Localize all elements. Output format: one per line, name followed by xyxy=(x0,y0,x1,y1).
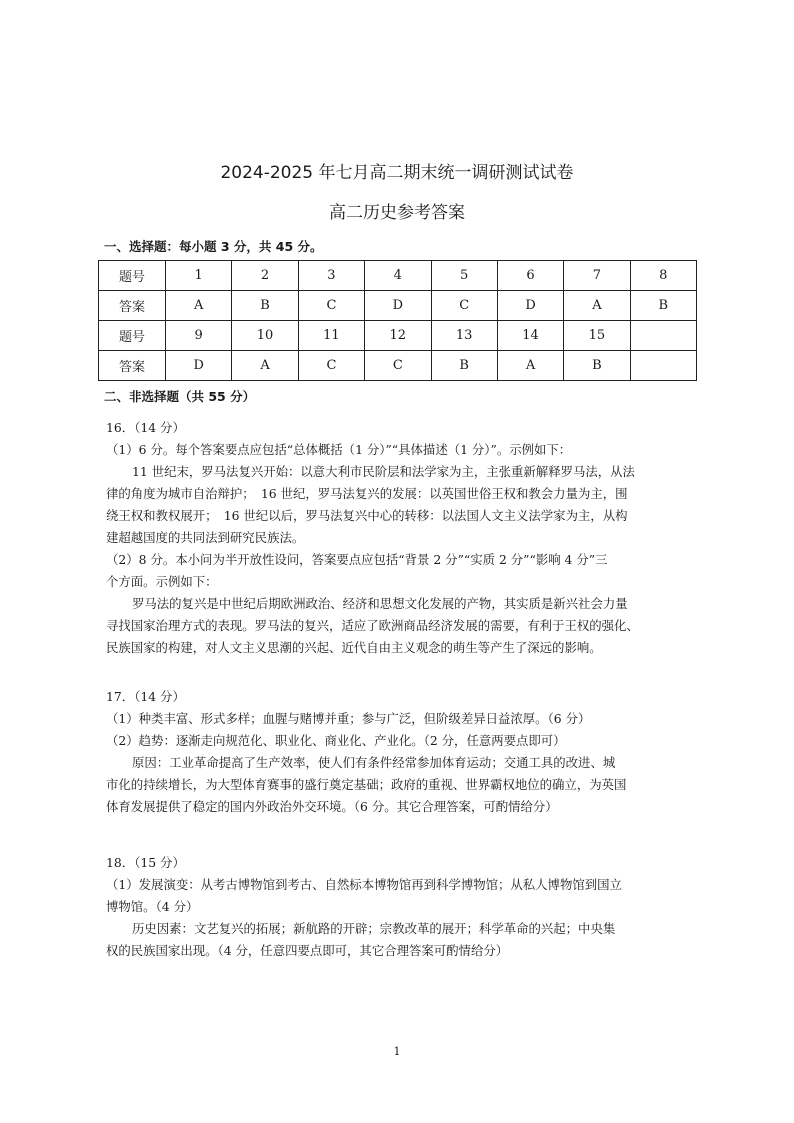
table-row xyxy=(99,291,697,321)
table-row xyxy=(99,321,697,351)
table-cell: 1 xyxy=(166,261,232,291)
table-cell: B xyxy=(564,351,630,381)
table-cell: 11 xyxy=(298,321,364,351)
table-row xyxy=(99,261,697,291)
table-cell: D xyxy=(166,351,232,381)
table-cell xyxy=(630,351,696,381)
paragraph-line: 绕王权和教权展开； 16 世纪以后，罗马法复兴中心的转移：以法国人文主义法学家为主，从构 xyxy=(106,508,628,523)
table-cell: B xyxy=(630,291,696,321)
q17-heading: 17．（14 分） xyxy=(106,689,185,704)
table-cell: C xyxy=(365,351,431,381)
paragraph-line: 律的角度为城市自治辩护； 16 世纪，罗马法复兴的发展：以英国世俗王权和教会力量为主，围 xyxy=(106,486,628,501)
table-cell: 4 xyxy=(365,261,431,291)
table-cell: 15 xyxy=(564,321,630,351)
table-cell: A xyxy=(564,291,630,321)
table-cell: 9 xyxy=(166,321,232,351)
exam-subtitle: 高二历史参考答案 xyxy=(329,203,465,223)
paragraph-line: 市化的持续增长，为大型体育赛事的盛行奠定基础；政府的重视、世界霸权地位的确立，为英国 xyxy=(106,777,627,792)
table-cell: 8 xyxy=(630,261,696,291)
table-cell: B xyxy=(431,351,497,381)
table-cell: 题号 xyxy=(99,321,166,351)
table-cell: 3 xyxy=(298,261,364,291)
paragraph-line: （2）8 分。本小问为半开放性设问，答案要点应包括“背景 2 分”“实质 2 分”“影响 4 分”三 xyxy=(106,552,608,567)
exam-title: 2024-2025 年七月高二期末统一调研测试试卷 xyxy=(220,163,574,183)
paragraph-line: 个方面。示例如下： xyxy=(106,574,218,589)
table-cell: 10 xyxy=(232,321,298,351)
paragraph-line: 历史因素：文艺复兴的拓展；新航路的开辟；宗教改革的展开；科学革命的兴起；中央集 xyxy=(132,921,616,936)
paragraph-line: 权的民族国家出现。（4 分，任意四要点即可，其它合理答案可酌情给分） xyxy=(106,943,509,958)
paragraph-line: 体育发展提供了稳定的国内外政治外交环境。（6 分。其它合理答案，可酌情给分） xyxy=(106,799,558,814)
table-cell: C xyxy=(298,351,364,381)
table-cell: D xyxy=(365,291,431,321)
paragraph-line: 罗马法的复兴是中世纪后期欧洲政治、经济和思想文化发展的产物，其实质是新兴社会力量 xyxy=(132,596,628,611)
table-cell: 7 xyxy=(564,261,630,291)
table-cell: 12 xyxy=(365,321,431,351)
table-cell: B xyxy=(232,291,298,321)
table-cell: 6 xyxy=(497,261,563,291)
q16-block xyxy=(106,417,696,659)
table-cell: 答案 xyxy=(99,291,166,321)
table-cell: C xyxy=(431,291,497,321)
paragraph-line: （1）发展演变：从考古博物馆到考古、自然标本博物馆再到科学博物馆；从私人博物馆到国立 xyxy=(106,877,622,892)
table-cell: 题号 xyxy=(99,261,166,291)
paragraph-line: （1）种类丰富、形式多样；血腥与赌博并重；参与广泛，但阶级差异日益浓厚。（6 分） xyxy=(106,711,591,726)
paragraph-line: 民族国家的构建，对人文主义思潮的兴起、近代自由主义观念的萌生等产生了深远的影响。 xyxy=(106,640,602,655)
table-cell: 5 xyxy=(431,261,497,291)
table-cell: A xyxy=(497,351,563,381)
table-cell: 13 xyxy=(431,321,497,351)
section1-heading: 一、选择题：每小题 3 分，共 45 分。 xyxy=(104,239,323,254)
table-cell: A xyxy=(232,351,298,381)
paragraph-line: 原因：工业革命提高了生产效率，使人们有条件经常参加体育运动；交通工具的改进、城 xyxy=(132,755,616,770)
table-cell: 答案 xyxy=(99,351,166,381)
table-cell: D xyxy=(497,291,563,321)
table-row xyxy=(99,351,697,381)
table-cell xyxy=(630,321,696,351)
q17-block xyxy=(106,686,696,818)
paragraph-line: 建超越国度的共同法到研究民族法。 xyxy=(106,530,305,545)
paragraph-line: 寻找国家治理方式的表现。罗马法的复兴，适应了欧洲商品经济发展的需要，有利于王权的强化、 xyxy=(106,618,639,633)
paragraph-line: （2）趋势：逐渐走向规范化、职业化、商业化、产业化。（2 分，任意两要点即可） xyxy=(106,733,566,748)
paragraph-line: 11 世纪末，罗马法复兴开始：以意大利市民阶层和法学家为主，主张重新解释罗马法，从法 xyxy=(132,464,635,479)
table-cell: 2 xyxy=(232,261,298,291)
q18-block xyxy=(106,852,696,962)
q18-heading: 18．（15 分） xyxy=(106,855,185,870)
paragraph-line: （1）6 分。每个答案要点应包括“总体概括（1 分）”“具体描述（1 分）”。示例如下： xyxy=(106,442,572,457)
table-cell: A xyxy=(166,291,232,321)
section2-heading: 二、非选择题（共 55 分） xyxy=(104,389,256,404)
page-number: 1 xyxy=(393,1045,401,1058)
paragraph-line: 博物馆。（4 分） xyxy=(106,899,199,914)
table-cell: 14 xyxy=(497,321,563,351)
table-cell: C xyxy=(298,291,364,321)
answer-table xyxy=(98,260,697,381)
q16-heading: 16．（14 分） xyxy=(106,420,185,435)
